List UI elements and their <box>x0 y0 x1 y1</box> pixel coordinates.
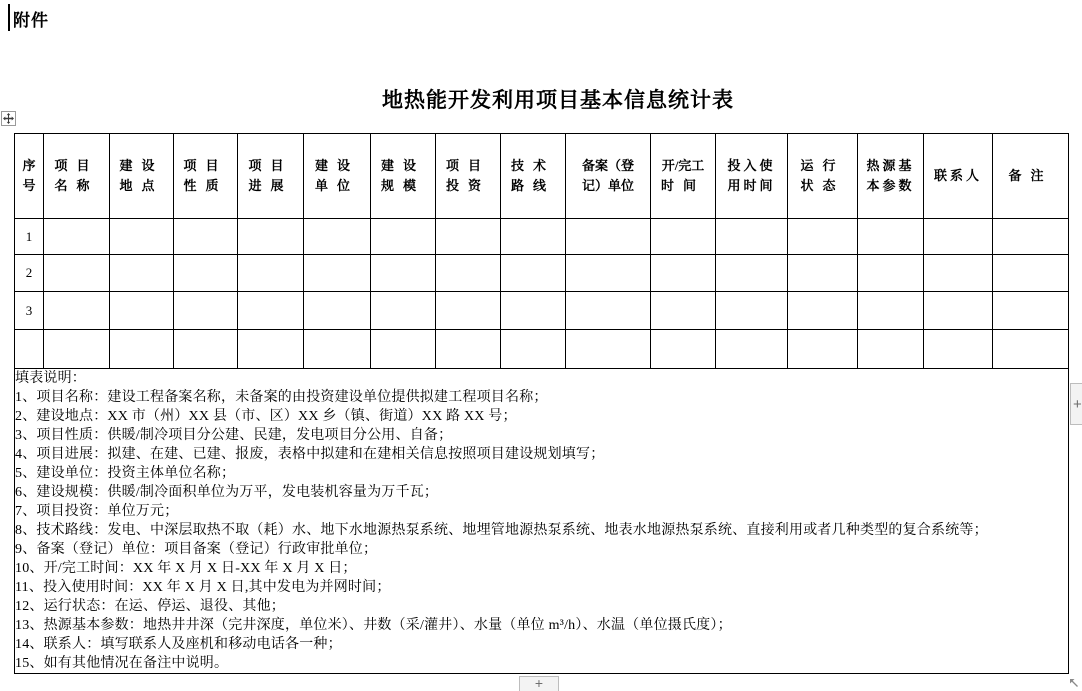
column-header-9[interactable] <box>501 134 566 219</box>
column-header-line: 单位 <box>314 178 359 193</box>
column-header-line: 备注 <box>1008 168 1053 183</box>
column-header-line: 技术 <box>510 158 555 173</box>
empty-data-cell[interactable] <box>174 330 238 369</box>
column-header-8[interactable] <box>436 134 501 219</box>
note-line: 10、开/完工时间：XX 年 X 月 X 日-XX 年 X 月 X 日； <box>15 561 357 576</box>
note-line: 5、建设单位：投资主体单位名称； <box>15 466 236 481</box>
note-line: 11、投入使用时间：XX 年 X 月 X 日,其中发电为并网时间； <box>15 580 391 595</box>
column-header-line: 开/完工 <box>661 158 705 173</box>
empty-data-cell[interactable] <box>924 219 993 255</box>
empty-data-cell[interactable] <box>651 255 716 292</box>
empty-data-cell[interactable] <box>716 330 788 369</box>
empty-data-cell[interactable] <box>174 219 238 255</box>
empty-data-cell[interactable] <box>651 330 716 369</box>
column-header-line: 记）单位 <box>581 178 634 193</box>
attachment-label: 附件 <box>13 11 49 30</box>
note-line: 2、建设地点：XX 市（州）XX 县（市、区）XX 乡（镇、街道）XX 路 XX 号； <box>15 409 517 424</box>
column-header-15[interactable] <box>924 134 993 219</box>
empty-data-cell[interactable] <box>436 255 501 292</box>
empty-data-cell[interactable] <box>110 292 174 330</box>
row-number-cell[interactable]: 1 <box>15 219 44 255</box>
empty-data-cell[interactable] <box>436 292 501 330</box>
note-line: 12、运行状态：在运、停运、退役、其他； <box>15 599 285 614</box>
note-line: 4、项目进展：拟建、在建、已建、报废，表格中拟建和在建相关信息按照项目建设规划填写； <box>15 447 605 462</box>
column-header-line: 时间 <box>660 178 705 193</box>
column-header-line: 建设 <box>314 158 359 173</box>
column-header-13[interactable] <box>788 134 858 219</box>
column-header-4[interactable] <box>174 134 238 219</box>
empty-data-cell[interactable] <box>238 292 304 330</box>
table-row <box>15 219 1069 255</box>
note-line: 1、项目名称：建设工程备案名称，未备案的由投资建设单位提供拟建工程项目名称； <box>15 390 548 405</box>
empty-data-cell[interactable] <box>501 219 566 255</box>
table-row <box>15 292 1069 330</box>
empty-data-cell[interactable] <box>566 330 651 369</box>
column-header-3[interactable] <box>110 134 174 219</box>
column-header-line: 本参数 <box>866 178 915 193</box>
move-icon <box>3 113 14 124</box>
empty-data-cell[interactable] <box>716 292 788 330</box>
empty-data-cell[interactable] <box>716 219 788 255</box>
column-header-1[interactable] <box>15 134 44 219</box>
empty-data-cell[interactable] <box>110 330 174 369</box>
column-header-11[interactable] <box>651 134 716 219</box>
empty-data-cell[interactable] <box>44 330 110 369</box>
empty-data-cell[interactable] <box>788 255 858 292</box>
empty-data-cell[interactable] <box>993 330 1069 369</box>
column-header-12[interactable] <box>716 134 788 219</box>
column-header-line: 路线 <box>510 178 555 193</box>
empty-data-cell[interactable] <box>371 255 436 292</box>
empty-data-cell[interactable] <box>44 292 110 330</box>
row-number-cell[interactable] <box>15 330 44 369</box>
empty-data-cell[interactable] <box>716 255 788 292</box>
empty-data-cell[interactable] <box>238 255 304 292</box>
empty-data-cell[interactable] <box>924 330 993 369</box>
empty-data-cell[interactable] <box>238 219 304 255</box>
empty-data-cell[interactable] <box>304 292 371 330</box>
empty-data-cell[interactable] <box>788 292 858 330</box>
empty-data-cell[interactable] <box>501 255 566 292</box>
column-header-line: 项目 <box>54 158 99 173</box>
column-header-line: 项目 <box>183 158 228 173</box>
empty-data-cell[interactable] <box>993 219 1069 255</box>
column-header-16[interactable] <box>993 134 1069 219</box>
empty-data-cell[interactable] <box>371 292 436 330</box>
empty-data-cell[interactable] <box>651 219 716 255</box>
note-line: 6、建设规模：供暖/制冷面积单位为万平，发电装机容量为万千瓦； <box>15 485 439 500</box>
column-header-line: 项目 <box>248 158 293 173</box>
column-header-line: 建设 <box>119 158 164 173</box>
empty-data-cell[interactable] <box>44 219 110 255</box>
empty-data-cell[interactable] <box>924 292 993 330</box>
empty-data-cell[interactable] <box>110 255 174 292</box>
empty-data-cell[interactable] <box>993 255 1069 292</box>
resize-arrow-icon <box>1069 678 1081 689</box>
fill-instructions-cell[interactable] <box>15 369 1069 674</box>
empty-data-cell[interactable] <box>371 330 436 369</box>
note-line: 9、备案（登记）单位：项目备案（登记）行政审批单位； <box>15 542 378 557</box>
page-title: 地热能开发利用项目基本信息统计表 <box>382 88 734 112</box>
column-header-line: 运行 <box>800 158 845 173</box>
note-line: 7、项目投资：单位万元； <box>15 504 179 519</box>
empty-data-cell[interactable] <box>858 219 924 255</box>
note-line: 15、如有其他情况在备注中说明。 <box>15 656 229 671</box>
note-line: 14、联系人：填写联系人及座机和移动电话各一种； <box>15 637 342 652</box>
empty-data-cell[interactable] <box>858 330 924 369</box>
empty-data-cell[interactable] <box>501 292 566 330</box>
column-header-line: 地点 <box>119 178 164 193</box>
column-header-14[interactable] <box>858 134 924 219</box>
column-header-line: 联系人 <box>933 168 982 183</box>
column-header-line: 投资 <box>445 178 490 193</box>
column-header-line: 名称 <box>54 178 99 193</box>
empty-data-cell[interactable] <box>174 255 238 292</box>
empty-data-cell[interactable] <box>566 292 651 330</box>
empty-data-cell[interactable] <box>238 330 304 369</box>
column-header-line: 投入使 <box>727 158 776 173</box>
empty-data-cell[interactable] <box>858 255 924 292</box>
table-move-handle[interactable] <box>1 111 16 126</box>
empty-data-cell[interactable] <box>858 292 924 330</box>
table-resize-handle[interactable] <box>1069 678 1081 690</box>
table-row <box>15 255 1069 292</box>
column-header-line: 序 <box>22 158 36 173</box>
empty-data-cell[interactable] <box>436 330 501 369</box>
empty-data-cell[interactable] <box>993 292 1069 330</box>
empty-data-cell[interactable] <box>788 219 858 255</box>
column-header-line: 规模 <box>380 178 425 193</box>
empty-data-cell[interactable] <box>371 219 436 255</box>
column-header-5[interactable] <box>238 134 304 219</box>
column-header-line: 用时间 <box>727 178 776 193</box>
text-cursor <box>8 4 10 31</box>
column-header-10[interactable] <box>566 134 651 219</box>
empty-data-cell[interactable] <box>501 330 566 369</box>
column-header-2[interactable] <box>44 134 110 219</box>
project-info-table <box>14 133 1069 674</box>
row-number-cell[interactable]: 2 <box>15 255 44 292</box>
column-header-line: 建设 <box>380 158 425 173</box>
empty-data-cell[interactable] <box>304 255 371 292</box>
note-line: 3、项目性质：供暖/制冷项目分公建、民建，发电项目分公用、自备； <box>15 428 453 443</box>
column-header-line: 备案（登 <box>581 158 634 173</box>
column-header-6[interactable] <box>304 134 371 219</box>
column-header-7[interactable] <box>371 134 436 219</box>
column-header-line: 状态 <box>800 178 845 193</box>
notes-heading: 填表说明： <box>15 371 86 386</box>
note-line: 13、热源基本参数：地热井井深（完井深度，单位米）、井数（采/灌井）、水量（单位 m³/h）、水温（单位摄氏度）； <box>15 618 732 633</box>
plus-icon: + <box>1073 395 1082 413</box>
empty-data-cell[interactable] <box>566 219 651 255</box>
column-header-line: 号 <box>22 178 36 193</box>
empty-data-cell[interactable] <box>436 219 501 255</box>
empty-data-cell[interactable] <box>651 292 716 330</box>
table-row <box>15 330 1069 369</box>
column-header-line: 进展 <box>248 178 293 193</box>
add-row-button[interactable] <box>519 676 559 691</box>
empty-data-cell[interactable] <box>44 255 110 292</box>
empty-data-cell[interactable] <box>788 330 858 369</box>
plus-icon: + <box>534 675 544 691</box>
column-header-line: 项目 <box>445 158 490 173</box>
empty-data-cell[interactable] <box>566 255 651 292</box>
row-number-cell[interactable]: 3 <box>15 292 44 330</box>
column-header-line: 性质 <box>183 178 228 193</box>
empty-data-cell[interactable] <box>924 255 993 292</box>
empty-data-cell[interactable] <box>174 292 238 330</box>
empty-data-cell[interactable] <box>304 219 371 255</box>
empty-data-cell[interactable] <box>110 219 174 255</box>
column-header-line: 热源基 <box>866 158 915 173</box>
empty-data-cell[interactable] <box>304 330 371 369</box>
add-column-button[interactable] <box>1070 383 1082 425</box>
note-line: 8、技术路线：发电、中深层取热不取（耗）水、地下水地源热泵系统、地埋管地源热泵系统、地表水地源热泵系统、直接利用或者几种类型的复合系统等； <box>15 523 988 538</box>
